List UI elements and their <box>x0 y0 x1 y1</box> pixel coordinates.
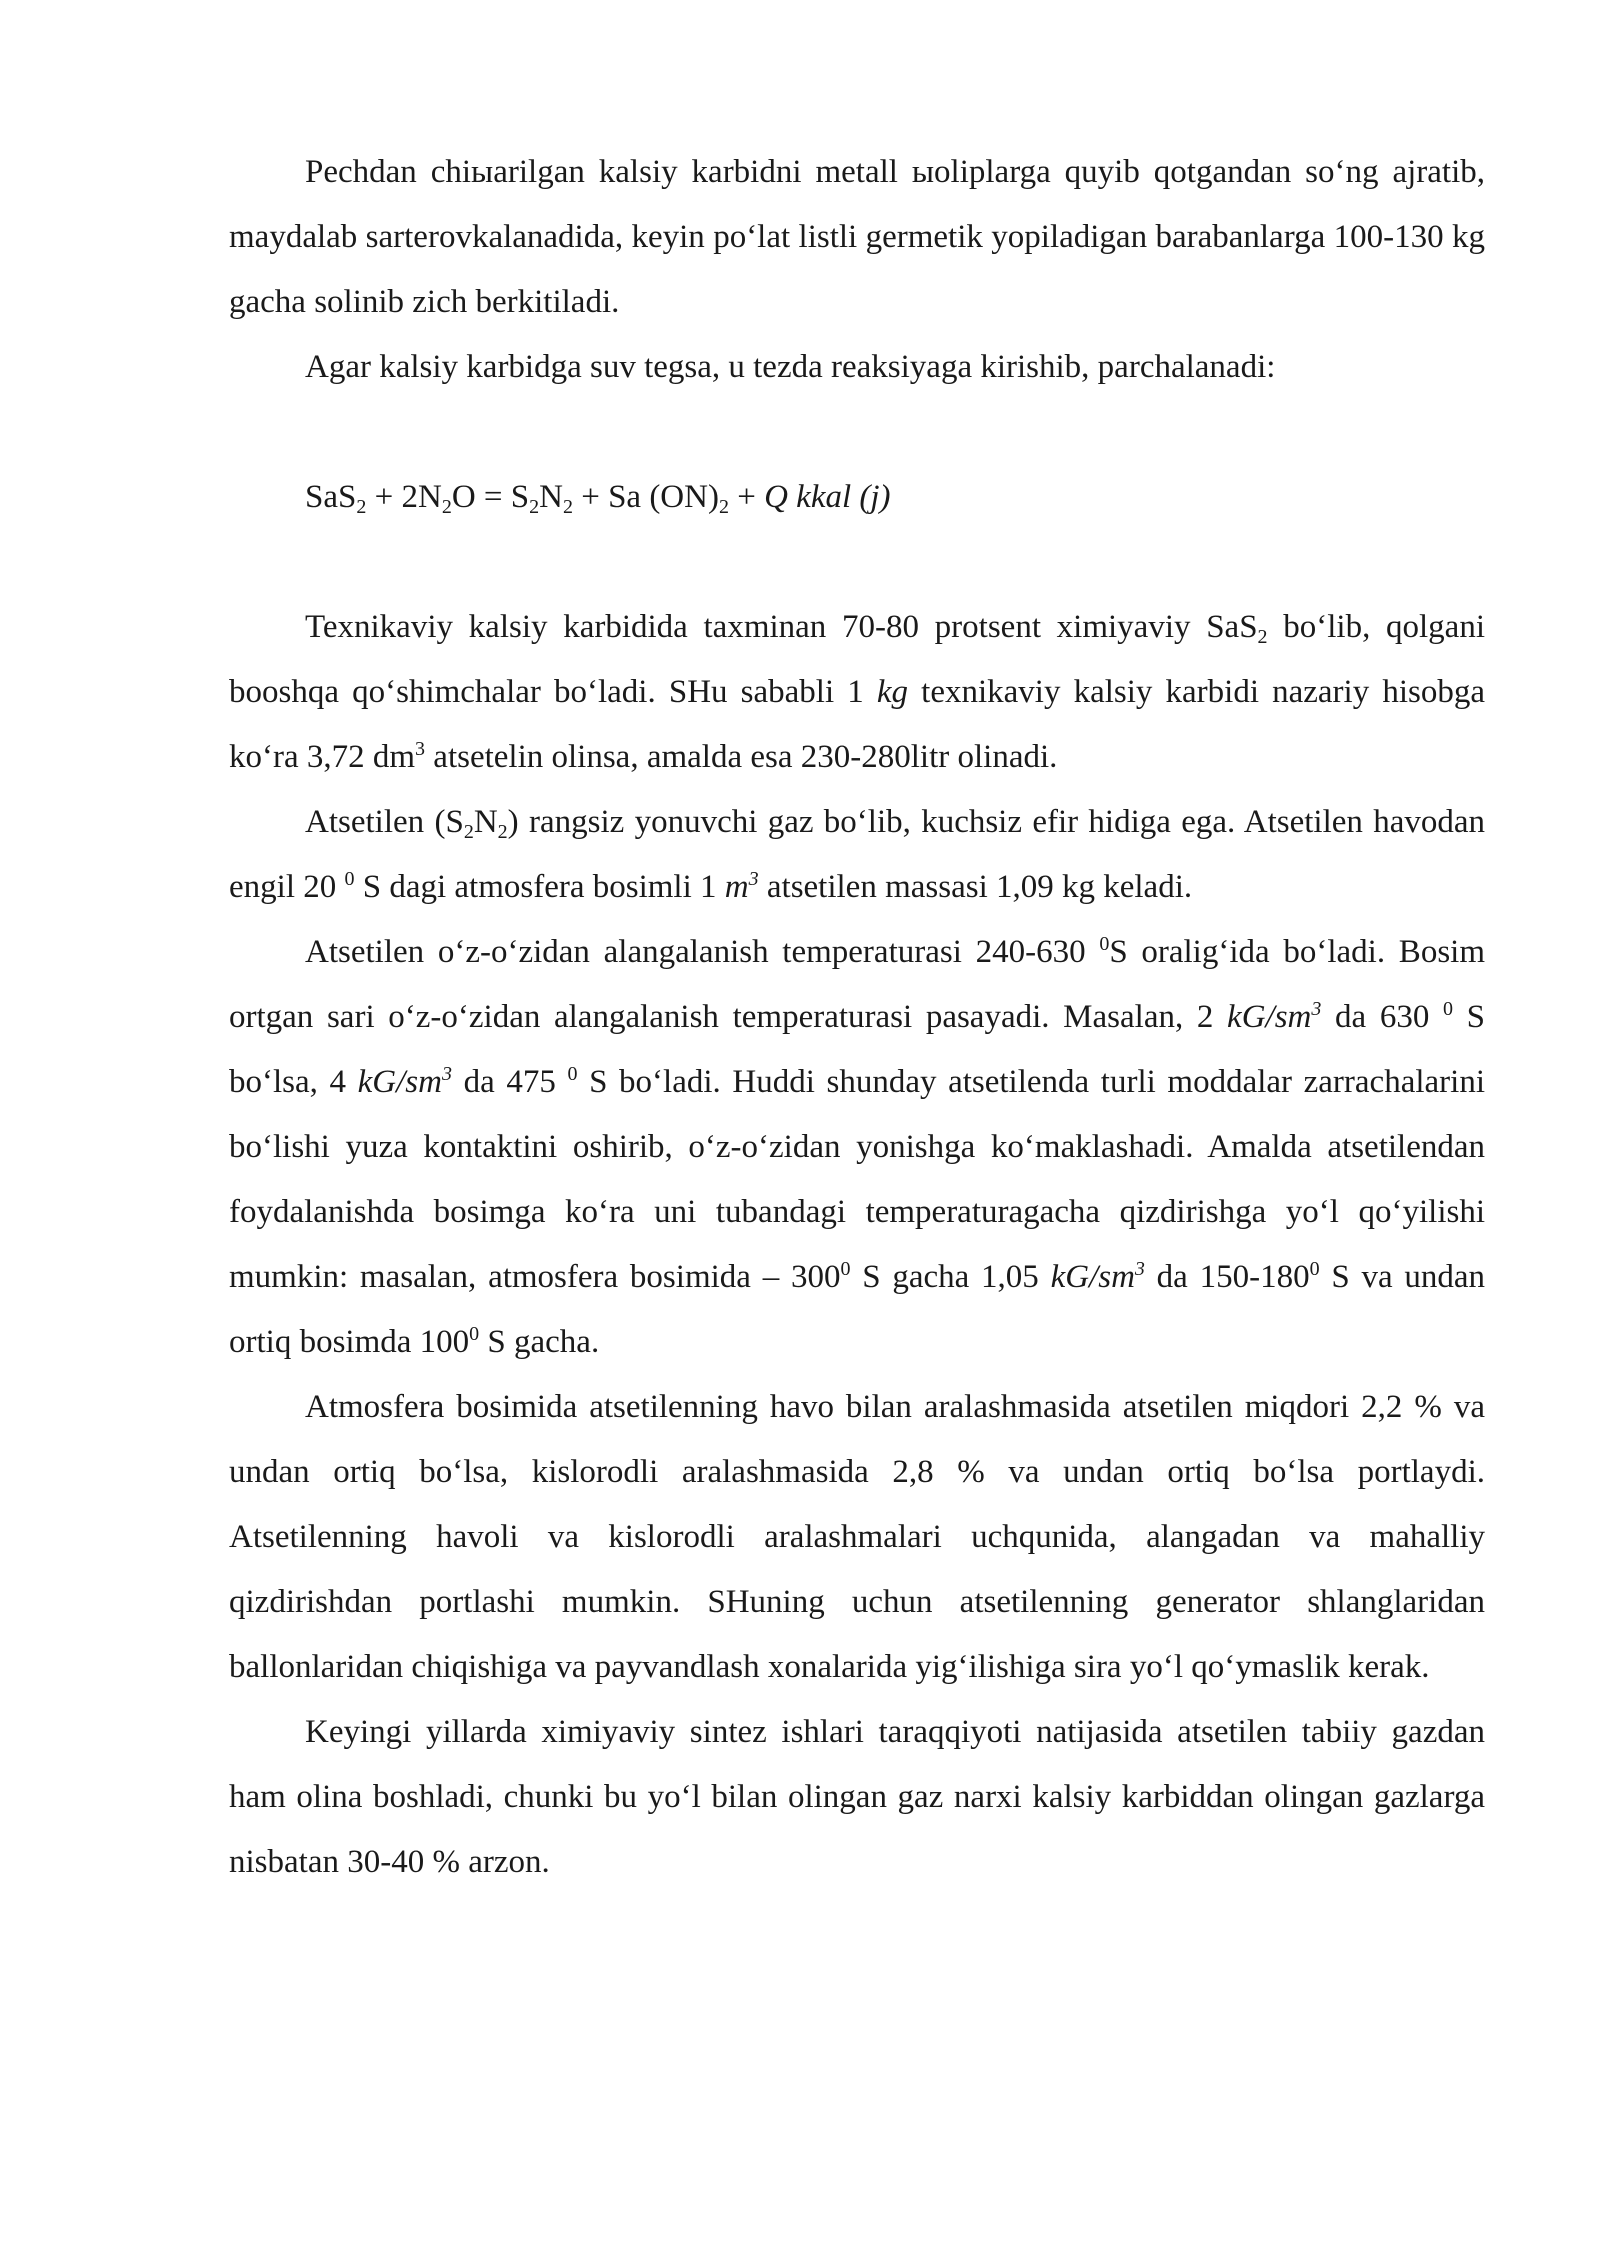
text-run: S oralig‘ida bo‘ladi. Bosim ortgan sari o‘z-o‘zidan alangalanish temperaturasi pasayadi. Masalan, 2 <box>229 934 1486 1035</box>
superscript: 0 <box>344 868 355 890</box>
formula-subscript: 2 <box>718 496 729 518</box>
formula-text: + Sa (ON) <box>572 479 719 515</box>
paragraph-2: Agar kalsiy karbidga suv tegsa, u tezda reaksiyaga kirishib, parchalanadi: <box>305 349 1276 385</box>
formula-subscript: 2 <box>562 496 573 518</box>
formula-text: + <box>728 479 765 515</box>
subscript: 2 <box>463 821 474 843</box>
formula-heat-term: Q kkal (j) <box>764 479 891 515</box>
superscript: 0 <box>840 1258 851 1280</box>
superscript: 3 <box>1311 998 1322 1020</box>
unit-italic: kg <box>876 674 909 710</box>
unit-italic: kG/sm <box>1050 1259 1135 1295</box>
text-run: S va undan ortiq bosimda 100 <box>229 1259 1486 1360</box>
text-run: da 630 <box>1321 999 1443 1035</box>
subscript: 2 <box>497 821 508 843</box>
text-run: atsetelin olinsa, amalda esa 230-280litr olinadi. <box>425 739 1058 775</box>
superscript: 0 <box>567 1063 578 1085</box>
formula-text: O = S <box>451 479 530 515</box>
paragraph-3 <box>229 595 1485 790</box>
text-run: ) rangsiz yonuvchi gaz bo‘lib, kuchsiz efir hidiga ega. Atsetilen havodan engil 20 <box>229 804 1486 905</box>
superscript: 0 <box>1309 1258 1320 1280</box>
text-run: S bo‘lsa, 4 <box>229 999 1486 1100</box>
formula-subscript: 2 <box>356 496 367 518</box>
text-run: bo‘lib, qolgani booshqa qo‘shimchalar bo‘ladi. SHu sababli 1 <box>229 609 1485 710</box>
paragraph-5 <box>229 920 1485 1375</box>
text-run: atsetilen massasi 1,09 kg keladi. <box>758 869 1193 905</box>
paragraph-4 <box>229 790 1485 920</box>
superscript: 3 <box>748 868 759 890</box>
superscript: 0 <box>1099 933 1110 955</box>
document-page <box>229 140 1485 1895</box>
text-run: Atsetilen (S <box>305 804 464 840</box>
text-run: texnikaviy kalsiy karbidi nazariy hisobga ko‘ra 3,72 dm <box>229 674 1485 775</box>
text-run: S bo‘ladi. Huddi shunday atsetilenda turli moddalar zarrachalarini bo‘lishi yuza kontaktini oshirib, o‘z-o‘zidan yonishga ko‘maklashadi. Amalda atsetilendan foydalanishda bosimga ko‘ra uni tubandagi temperaturagacha qizdirishga yo‘l qo‘yilishi mumkin: masalan, atmosfera bosimida – 300 <box>229 1064 1485 1295</box>
formula-text: N <box>539 479 563 515</box>
formula-text: SaS <box>305 479 357 515</box>
formula-subscript: 2 <box>441 496 452 518</box>
subscript: 2 <box>1257 626 1268 648</box>
text-run: N <box>473 804 498 840</box>
text-run: da 150-180 <box>1144 1259 1310 1295</box>
formula-text: + 2N <box>366 479 442 515</box>
unit-italic: kG/sm <box>1227 999 1312 1035</box>
paragraph-7: Keyingi yillarda ximiyaviy sintez ishlari taraqqiyoti natijasida atsetilen tabiiy gazdan ham olina boshladi, chunki bu yo‘l bilan olingan gaz narxi kalsiy karbiddan olingan gazlarga nisbatan 30-40 % arzon. <box>229 1714 1485 1880</box>
text-run: S gacha. <box>479 1324 600 1360</box>
superscript: 3 <box>1134 1258 1145 1280</box>
paragraph-6: Atmosfera bosimida atsetilenning havo bilan aralashmasida atsetilen miqdori 2,2 % va undan ortiq bo‘lsa, kislorodli aralashmasida 2,8 % va undan ortiq bo‘lsa portlaydi. Atsetilenning havoli va kislorodli aralashmalari uchqunida, alangadan va mahalliy qizdirishdan portlashi mumkin. SHuning uchun atsetilenning generator shlanglaridan ballonlaridan chiqishiga va payvandlash xonalarida yig‘ilishiga sira yo‘l qo‘ymaslik kerak. <box>229 1389 1485 1685</box>
text-run: Texnikaviy kalsiy karbidida taxminan 70-80 protsent ximiyaviy SaS <box>305 609 1258 645</box>
unit-italic: m <box>724 869 749 905</box>
superscript: 0 <box>1443 998 1453 1020</box>
superscript: 3 <box>441 1063 452 1085</box>
chemical-equation <box>305 465 1485 530</box>
superscript: 3 <box>415 738 426 760</box>
unit-italic: kG/sm <box>357 1064 442 1100</box>
superscript: 0 <box>469 1323 480 1345</box>
text-run: Atsetilen o‘z-o‘zidan alangalanish temperaturasi 240-630 <box>305 934 1100 970</box>
text-run: da 475 <box>451 1064 568 1100</box>
formula-subscript: 2 <box>529 496 540 518</box>
text-run: S gacha 1,05 <box>850 1259 1051 1295</box>
text-run: S dagi atmosfera bosimli 1 <box>354 869 725 905</box>
paragraph-1: Pechdan chiыarilgan kalsiy karbidni metall ыoliplarga quyib qotgandan so‘ng ajratib, maydalab sarterovkalanadida, keyin po‘lat listli germetik yopiladigan barabanlarga 100-130 kg gacha solinib zich berkitiladi. <box>229 154 1485 320</box>
